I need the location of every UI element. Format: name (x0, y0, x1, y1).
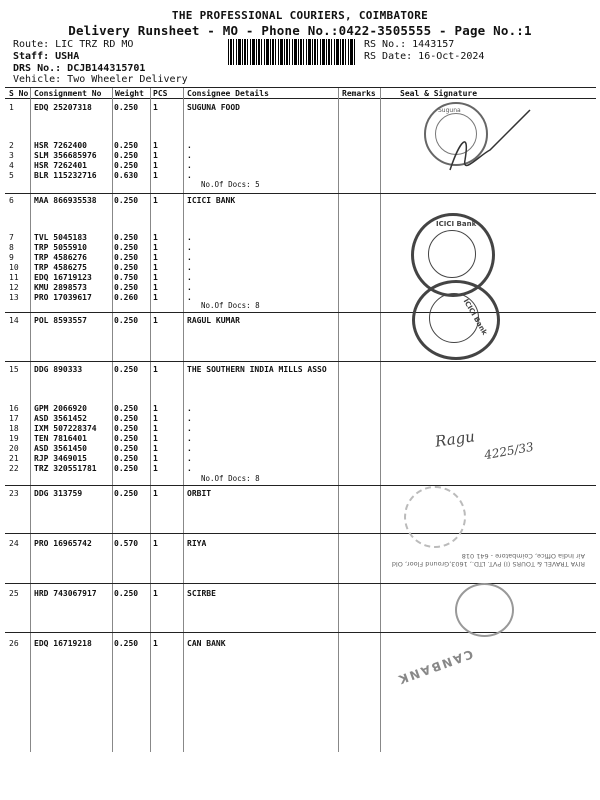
table-row (0, 196, 600, 206)
row-weight: 0.250 (114, 243, 139, 252)
row-consignment: PRO 17039617 (34, 293, 92, 302)
col-header-remarks: Remarks (342, 89, 376, 98)
row-consignment: BLR 115232716 (34, 171, 97, 180)
row-weight: 0.750 (114, 273, 139, 282)
row-consignee: . (187, 283, 192, 292)
table-header-border (5, 98, 596, 99)
row-consignment: TRP 5055910 (34, 243, 87, 252)
row-consignee: . (187, 434, 192, 443)
row-consignee: THE SOUTHERN INDIA MILLS ASSO (187, 365, 327, 374)
row-consignment: RJP 3469015 (34, 454, 87, 463)
row-weight: 0.250 (114, 444, 139, 453)
row-consignment: DDG 890333 (34, 365, 83, 374)
barcode (228, 39, 356, 65)
row-consignee: SUGUNA FOOD (187, 103, 240, 112)
row-consignment: POL 8593557 (34, 316, 87, 325)
row-consignment: HSR 7262401 (34, 161, 87, 170)
row-consignee: . (187, 161, 192, 170)
row-consignment: SLM 356685976 (34, 151, 97, 160)
row-consignee: . (187, 273, 192, 282)
row-consignment: TRP 4586276 (34, 253, 87, 262)
row-consignee: . (187, 233, 192, 242)
row-pcs: 1 (153, 283, 158, 292)
docs-count: No.Of Docs: 8 (201, 301, 260, 310)
row-consignee: ICICI BANK (187, 196, 236, 205)
row-consignee: . (187, 424, 192, 433)
route-label: Route: LIC TRZ RD MO (13, 39, 134, 50)
row-pcs: 1 (153, 141, 158, 150)
row-sno: 21 (9, 454, 19, 463)
row-pcs: 1 (153, 464, 158, 473)
row-consignee: . (187, 243, 192, 252)
table-row (0, 639, 600, 649)
row-sno: 18 (9, 424, 19, 433)
row-consignment: PRO 16965742 (34, 539, 92, 548)
row-weight: 0.250 (114, 316, 139, 325)
table-row (0, 293, 600, 303)
signature-mark (430, 100, 540, 180)
row-consignee: . (187, 404, 192, 413)
handwritten-name: Ragu (433, 427, 476, 451)
table-row (0, 316, 600, 326)
row-pcs: 1 (153, 454, 158, 463)
row-sno: 19 (9, 434, 19, 443)
table-row (0, 243, 600, 253)
table-row (0, 283, 600, 293)
row-weight: 0.250 (114, 103, 139, 112)
col-header-sno: S No (9, 89, 29, 98)
table-top-border (5, 87, 596, 88)
row-sno: 3 (9, 151, 14, 160)
row-weight: 0.250 (114, 263, 139, 272)
row-pcs: 1 (153, 243, 158, 252)
row-weight: 0.250 (114, 454, 139, 463)
row-consignment: HSR 7262400 (34, 141, 87, 150)
row-sno: 14 (9, 316, 19, 325)
table-row (0, 414, 600, 424)
row-pcs: 1 (153, 434, 158, 443)
row-weight: 0.250 (114, 414, 139, 423)
row-pcs: 1 (153, 489, 158, 498)
row-pcs: 1 (153, 161, 158, 170)
row-pcs: 1 (153, 233, 158, 242)
row-sno: 13 (9, 293, 19, 302)
row-sno: 22 (9, 464, 19, 473)
row-sno: 26 (9, 639, 19, 648)
row-consignee: RIYA (187, 539, 207, 548)
vehicle-label: Vehicle: Two Wheeler Delivery (13, 74, 188, 85)
row-pcs: 1 (153, 424, 158, 433)
row-pcs: 1 (153, 414, 158, 423)
row-weight: 0.250 (114, 253, 139, 262)
row-consignee: . (187, 464, 192, 473)
table-row (0, 489, 600, 499)
row-sno: 15 (9, 365, 19, 374)
row-consignee: . (187, 444, 192, 453)
row-sno: 8 (9, 243, 14, 252)
icici-seal-text-2: ICICI Bank (461, 297, 489, 337)
row-weight: 0.250 (114, 434, 139, 443)
row-pcs: 1 (153, 273, 158, 282)
row-weight: 0.250 (114, 196, 139, 205)
row-pcs: 1 (153, 263, 158, 272)
col-header-consignment: Consignment No (34, 89, 102, 98)
col-header-pcs: PCS (153, 89, 168, 98)
row-consignment: IXM 507228374 (34, 424, 97, 433)
row-consignment: KMU 2898573 (34, 283, 87, 292)
row-weight: 0.250 (114, 489, 139, 498)
row-weight: 0.250 (114, 464, 139, 473)
row-sno: 7 (9, 233, 14, 242)
row-sno: 11 (9, 273, 19, 282)
row-weight: 0.250 (114, 424, 139, 433)
row-weight: 0.250 (114, 639, 139, 648)
row-pcs: 1 (153, 196, 158, 205)
row-consignment: ASD 3561452 (34, 414, 87, 423)
rs-number: RS No.: 1443157 (364, 39, 455, 50)
group-separator (5, 533, 596, 534)
row-weight: 0.570 (114, 539, 139, 548)
table-row (0, 263, 600, 273)
row-sno: 16 (9, 404, 19, 413)
row-pcs: 1 (153, 293, 158, 302)
icici-seal-stamp-2 (412, 280, 500, 360)
row-weight: 0.250 (114, 589, 139, 598)
col-header-weight: Weight (115, 89, 144, 98)
row-consignee: CAN BANK (187, 639, 226, 648)
table-row (0, 273, 600, 283)
row-consignee: . (187, 454, 192, 463)
row-weight: 0.250 (114, 141, 139, 150)
row-sno: 24 (9, 539, 19, 548)
company-title: THE PROFESSIONAL COURIERS, COIMBATORE (171, 9, 429, 22)
handwritten-number: 4225/33 (483, 439, 535, 463)
row-weight: 0.250 (114, 161, 139, 170)
row-sno: 25 (9, 589, 19, 598)
row-sno: 20 (9, 444, 19, 453)
row-consignee: SCIRBE (187, 589, 216, 598)
table-row (0, 539, 600, 549)
row-consignee: . (187, 263, 192, 272)
row-sno: 4 (9, 161, 14, 170)
row-weight: 0.630 (114, 171, 139, 180)
row-consignment: TRZ 320551781 (34, 464, 97, 473)
row-pcs: 1 (153, 103, 158, 112)
row-pcs: 1 (153, 253, 158, 262)
table-row (0, 365, 600, 375)
table-row (0, 464, 600, 474)
row-sno: 1 (9, 103, 14, 112)
col-header-seal: Seal & Signature (400, 89, 478, 98)
row-pcs: 1 (153, 639, 158, 648)
group-separator (5, 583, 596, 584)
row-sno: 2 (9, 141, 14, 150)
row-pcs: 1 (153, 539, 158, 548)
row-consignment: HRD 743067917 (34, 589, 97, 598)
row-pcs: 1 (153, 444, 158, 453)
row-consignee: . (187, 141, 192, 150)
row-consignee: ORBIT (187, 489, 212, 498)
col-header-consignee: Consignee Details (187, 89, 269, 98)
row-consignment: ASD 3561450 (34, 444, 87, 453)
riya-company-stamp: RIYA TRAVEL & TOURS (I) PVT. LTD., 1603,Ground Floor, Old Air India Office, Coimbatore - 641 018 (391, 552, 585, 568)
suguna-seal-text: Suguna (438, 107, 461, 114)
row-weight: 0.250 (114, 283, 139, 292)
row-pcs: 1 (153, 316, 158, 325)
row-consignment: TRP 4586275 (34, 263, 87, 272)
row-weight: 0.260 (114, 293, 139, 302)
row-pcs: 1 (153, 365, 158, 374)
row-consignment: DDG 313759 (34, 489, 83, 498)
row-consignee: . (187, 414, 192, 423)
row-sno: 6 (9, 196, 14, 205)
row-weight: 0.250 (114, 404, 139, 413)
row-consignment: EDQ 16719123 (34, 273, 92, 282)
row-consignment: MAA 866935538 (34, 196, 97, 205)
scirbe-seal-stamp (455, 583, 514, 637)
row-consignment: GPM 2066920 (34, 404, 87, 413)
row-weight: 0.250 (114, 233, 139, 242)
group-separator (5, 632, 596, 633)
row-consignee: . (187, 171, 192, 180)
row-consignee: . (187, 253, 192, 262)
row-sno: 10 (9, 263, 19, 272)
row-consignment: EDQ 16719218 (34, 639, 92, 648)
row-sno: 5 (9, 171, 14, 180)
table-row (0, 233, 600, 243)
icici-seal-text-1: ICICI Bank (436, 220, 477, 228)
row-sno: 17 (9, 414, 19, 423)
staff-label: Staff: USHA (13, 51, 80, 62)
table-row (0, 253, 600, 263)
row-pcs: 1 (153, 171, 158, 180)
table-row (0, 424, 600, 434)
runsheet-title: Delivery Runsheet - MO - Phone No.:0422-3505555 - Page No.:1 (68, 23, 532, 38)
row-consignee: RAGUL KUMAR (187, 316, 240, 325)
table-row (0, 434, 600, 444)
row-sno: 23 (9, 489, 19, 498)
group-separator (5, 193, 596, 194)
row-consignee: . (187, 293, 192, 302)
rs-date: RS Date: 16-Oct-2024 (364, 51, 485, 62)
row-weight: 0.250 (114, 151, 139, 160)
drs-label: DRS No.: DCJB144315701 (13, 63, 146, 74)
row-consignment: TEN 7816401 (34, 434, 87, 443)
row-weight: 0.250 (114, 365, 139, 374)
row-sno: 9 (9, 253, 14, 262)
group-separator (5, 485, 596, 486)
table-row (0, 404, 600, 414)
docs-count: No.Of Docs: 8 (201, 474, 260, 483)
row-consignee: . (187, 151, 192, 160)
canbank-stamp: CANBANK (395, 646, 475, 688)
row-consignment: TVL 5045183 (34, 233, 87, 242)
row-sno: 12 (9, 283, 19, 292)
orbit-seal-stamp (404, 486, 466, 548)
group-separator (5, 312, 596, 313)
row-pcs: 1 (153, 151, 158, 160)
group-separator (5, 361, 596, 362)
row-pcs: 1 (153, 589, 158, 598)
row-pcs: 1 (153, 404, 158, 413)
docs-count: No.Of Docs: 5 (201, 180, 260, 189)
row-consignment: EDQ 25207318 (34, 103, 92, 112)
